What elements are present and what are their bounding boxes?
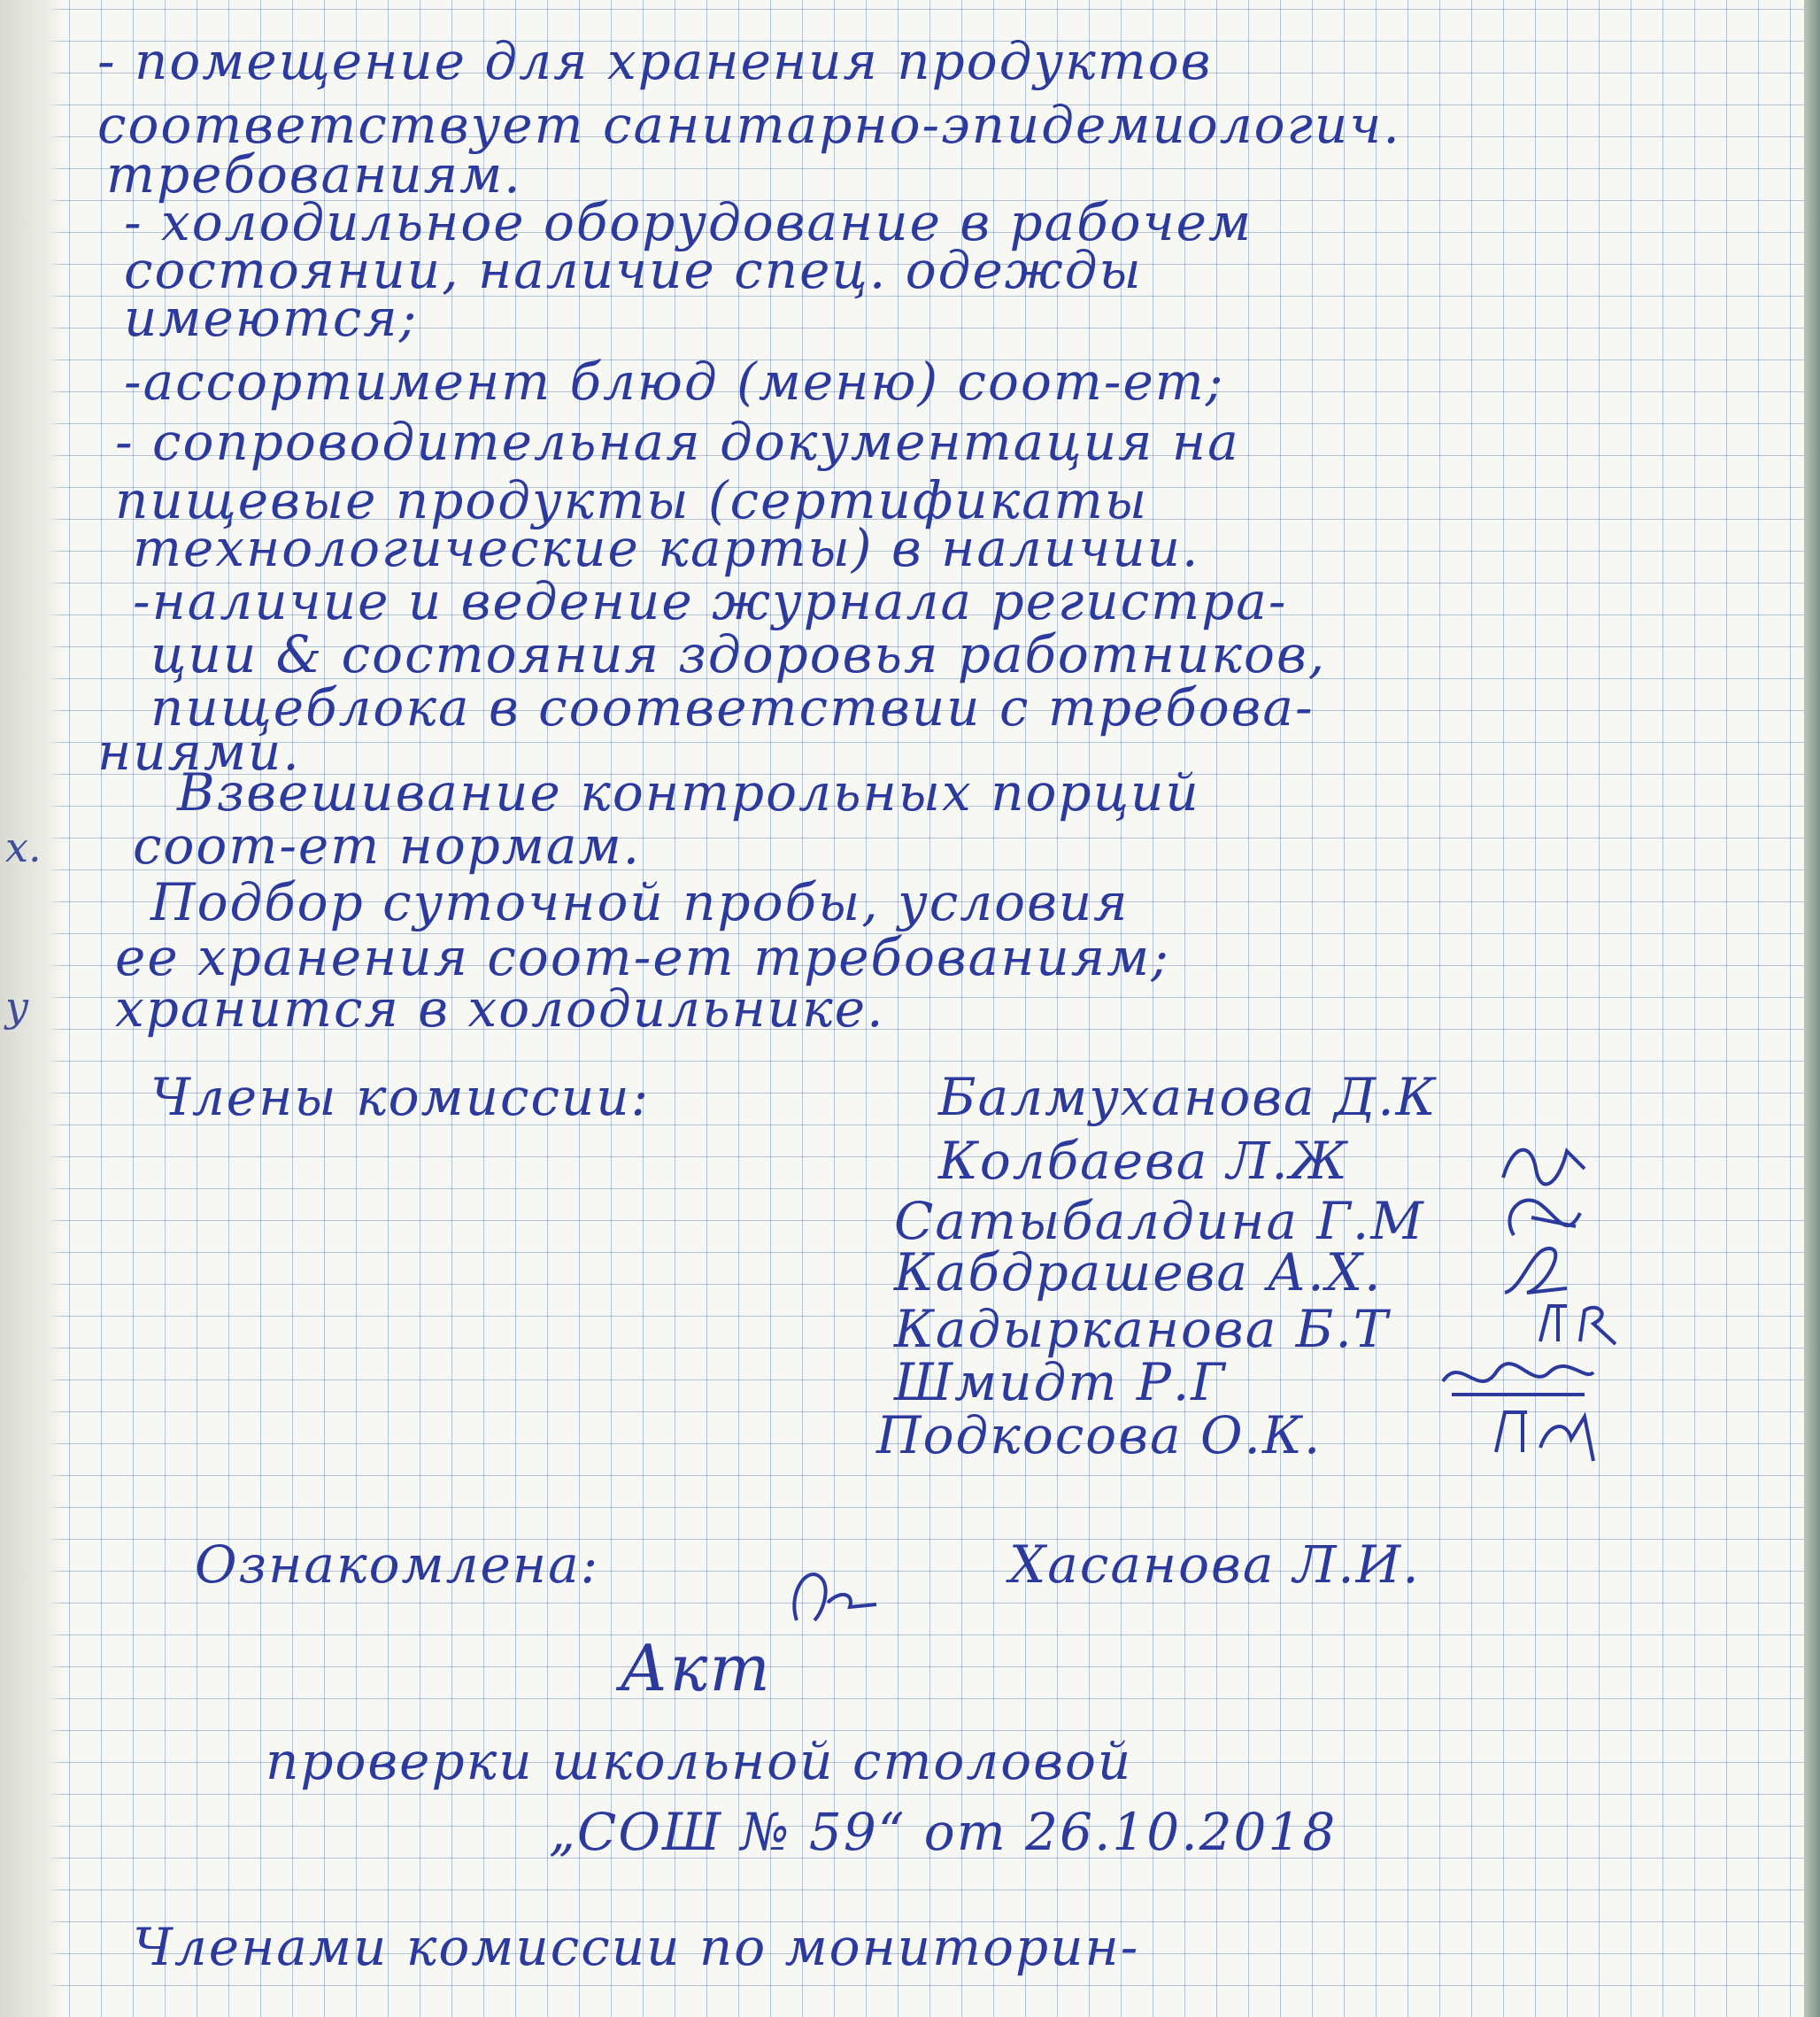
act-first-line: Членами комиссии по мониторин- [133, 1917, 1140, 1977]
margin-mark: х. [5, 823, 42, 871]
commission-member: Шмидт Р.Г [894, 1352, 1227, 1412]
text-line: требованиям. [106, 144, 522, 205]
text-line: -ассортимент блюд (меню) соот-ет; [124, 352, 1225, 412]
signature-mark [779, 1558, 885, 1642]
commission-label: Члены комиссии: [150, 1067, 651, 1127]
act-school-date: „СОШ № 59“ от 26.10.2018 [549, 1802, 1338, 1862]
commission-member: Кабдрашева А.Х. [894, 1242, 1383, 1302]
commission-member: Колбаева Л.Ж [938, 1131, 1349, 1191]
text-line: - сопроводительная документация на [115, 412, 1240, 472]
text-line: соот-ет нормам. [133, 815, 642, 876]
commission-member: Балмуханова Д.К [938, 1067, 1438, 1127]
text-line: ниями. [97, 722, 301, 782]
acknowledged-name: Хасанова Л.И. [1009, 1534, 1421, 1595]
acknowledged-label: Ознакомлена: [195, 1534, 600, 1595]
text-line: соответствует санитарно-эпидемиологич. [97, 95, 1401, 155]
act-title: Акт [620, 1631, 772, 1705]
text-line: имеются; [124, 288, 419, 348]
text-line: состоянии, наличие спец. одежды [124, 240, 1143, 300]
commission-member: Кадырканова Б.Т [894, 1299, 1390, 1359]
commission-member: Подкосова О.К. [876, 1405, 1323, 1465]
text-line: - холодильное оборудование в рабочем [124, 192, 1253, 252]
left-page-edge [0, 0, 62, 2017]
commission-member: Сатыбалдина Г.М [894, 1191, 1425, 1251]
text-line: технологические карты) в наличии. [133, 518, 1200, 578]
text-line: хранится в холодильнике. [115, 978, 885, 1039]
right-page-edge [1804, 0, 1820, 2017]
text-line: -наличие и ведение журнала регистра- [133, 571, 1288, 631]
text-line: - помещение для хранения продуктов [97, 31, 1213, 91]
text-line: Подбор суточной пробы, условия [150, 872, 1130, 932]
text-line: ее хранения соот-ет требованиям; [115, 927, 1170, 987]
act-subtitle: проверки школьной столовой [266, 1731, 1133, 1791]
text-line: ции & состояния здоровья работников, [150, 624, 1327, 684]
signature-mark [1487, 1399, 1611, 1483]
text-line: пищевые продукты (сертификаты [115, 470, 1149, 530]
margin-mark: у [5, 983, 29, 1031]
text-line: пищеблока в соответствии с требова- [150, 677, 1315, 738]
text-line: Взвешивание контрольных порций [177, 762, 1200, 823]
